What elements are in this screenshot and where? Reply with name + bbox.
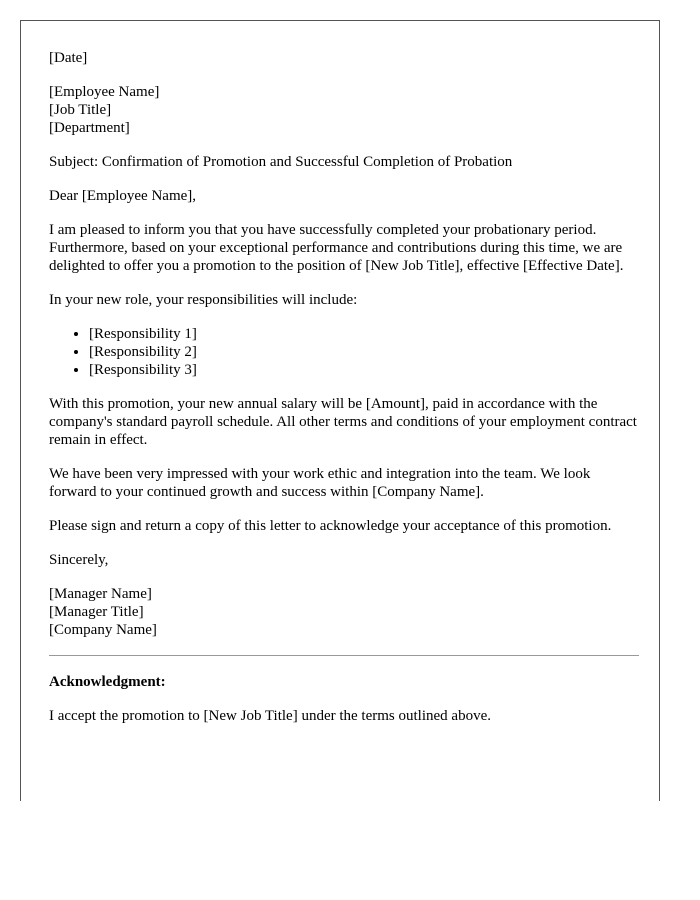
paragraph-probation: I am pleased to inform you that you have successfully completed your probationary period. Furthermore, based on your exceptional performance and contributions during this time, we are delighted to offer you a promotion to the position of [New Job Title], effective [Effective Date]. — [49, 222, 624, 274]
recipient-name: [Employee Name] — [49, 84, 160, 100]
letter-closing: Sincerely, — [49, 552, 109, 568]
paragraph-sign-return: Please sign and return a copy of this letter to acknowledge your acceptance of this promotion. — [49, 518, 612, 534]
paragraph-salary: With this promotion, your new annual salary will be [Amount], paid in accordance with the company's standard payroll schedule. All other terms and conditions of your employment contract remain in effect. — [49, 396, 637, 448]
signatory-name: [Manager Name] — [49, 586, 152, 602]
letter-page — [20, 20, 660, 801]
responsibilities-list — [49, 325, 639, 379]
letter-salutation: Dear [Employee Name], — [49, 188, 197, 204]
acknowledgment-heading: Acknowledgment: — [49, 674, 166, 690]
signatory-block — [49, 585, 639, 639]
section-divider — [49, 655, 639, 656]
list-item: • [Responsibility 2] — [89, 343, 639, 361]
list-item: • [Responsibility 1] — [89, 325, 639, 343]
responsibilities-intro: In your new role, your responsibilities will include: — [49, 292, 358, 308]
letter-subject: Subject: Confirmation of Promotion and Successful Completion of Probation — [49, 154, 513, 170]
recipient-block — [49, 83, 639, 137]
letter-date: [Date] — [49, 50, 88, 66]
signatory-title: [Manager Title] — [49, 604, 144, 620]
letter-content — [49, 49, 639, 741]
acknowledgment-statement: I accept the promotion to [New Job Title] under the terms outlined above. — [49, 708, 491, 724]
recipient-job-title: [Job Title] — [49, 102, 112, 118]
list-item: • [Responsibility 3] — [89, 361, 639, 379]
recipient-department: [Department] — [49, 120, 130, 136]
paragraph-praise: We have been very impressed with your work ethic and integration into the team. We look forward to your continued growth and success within [Company Name]. — [49, 466, 591, 500]
signatory-company: [Company Name] — [49, 622, 157, 638]
